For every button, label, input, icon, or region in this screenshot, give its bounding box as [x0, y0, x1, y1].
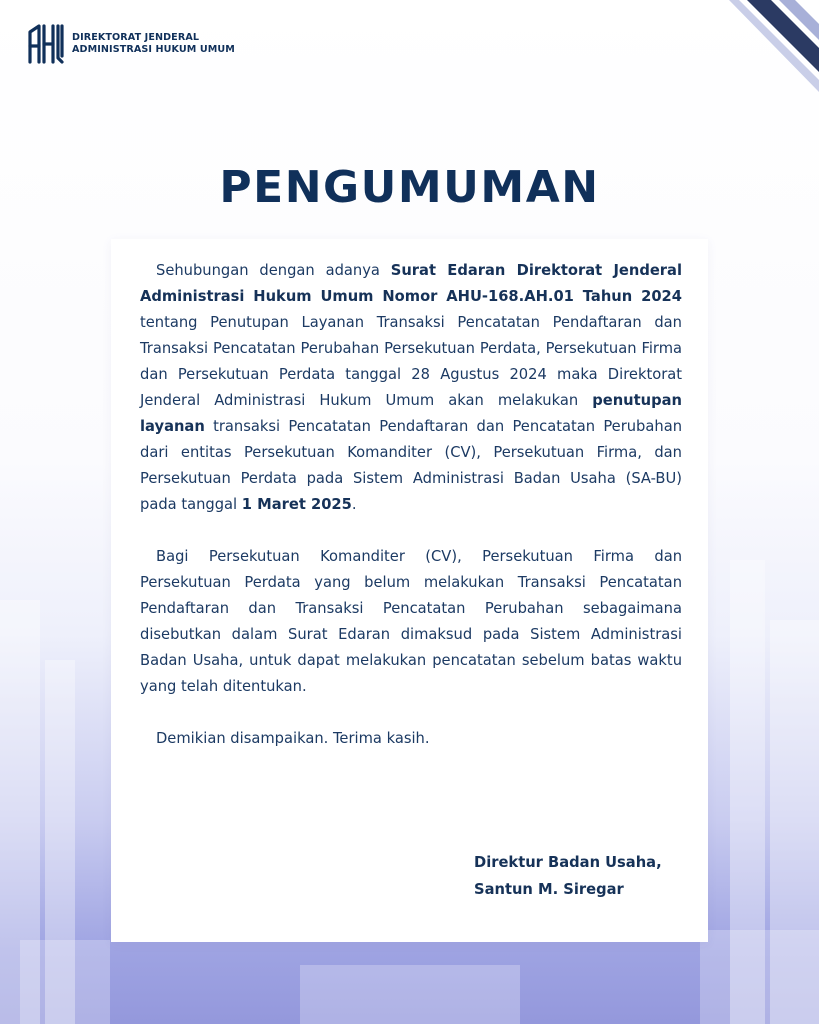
org-name-line2: ADMINISTRASI HUKUM UMUM — [72, 44, 235, 55]
paragraph-1-text-d: . — [351, 496, 357, 513]
paragraph-1 — [140, 258, 682, 518]
paragraph-1-text-a: Sehubungan dengan adanya — [156, 262, 391, 279]
ahu-logo-icon — [27, 22, 65, 66]
paragraph-1-text-c: transaksi Pencatatan Pendaftaran dan Pencatatan Perubahan dari entitas Persekutuan Komanditer (CV), Persekutuan Firma, dan Persekutuan Perdata pada Sistem Administrasi Badan Usaha (SA-BU) pada tanggal — [140, 418, 682, 513]
closure-date: 1 Maret 2025 — [241, 496, 352, 513]
announcement-body — [140, 258, 682, 752]
header-logo — [27, 22, 235, 66]
paragraph-2: Bagi Persekutuan Komanditer (CV), Persekutuan Firma dan Persekutuan Perdata yang belum melakukan Transaksi Pencatatan Pendaftaran dan Transaksi Pencatatan Perubahan sebagaimana disebutkan dalam Surat Edaran dimaksud pada Sistem Administrasi Badan Usaha, untuk dapat melakukan pencatatan sebelum batas waktu yang telah ditentukan. — [140, 548, 682, 695]
org-name-line1: DIREKTORAT JENDERAL — [72, 32, 200, 43]
signature-block — [474, 849, 662, 903]
paragraph-1-text-b: tentang Penutupan Layanan Transaksi Pencatatan Pendaftaran dan Transaksi Pencatatan Perubahan Persekutuan Perdata, Persekutuan Firma dan Persekutuan Perdata tanggal 28 Agustus 2024 maka Direktorat Jenderal Administrasi Hukum Umum akan melakukan — [140, 314, 682, 409]
announcement-card — [111, 239, 708, 942]
signature-name: Santun M. Siregar — [474, 881, 624, 898]
signature-position: Direktur Badan Usaha, — [474, 854, 662, 871]
page-title: PENGUMUMAN — [219, 162, 600, 213]
service-closure-emphasis: penutupan layanan — [140, 392, 682, 435]
circular-reference: Surat Edaran Direktorat Jenderal Administrasi Hukum Umum Nomor AHU-168.AH.01 Tahun 2024 — [140, 262, 682, 305]
org-name — [72, 32, 235, 56]
corner-stripes-decoration — [719, 0, 819, 110]
paragraph-3: Demikian disampaikan. Terima kasih. — [156, 730, 430, 747]
